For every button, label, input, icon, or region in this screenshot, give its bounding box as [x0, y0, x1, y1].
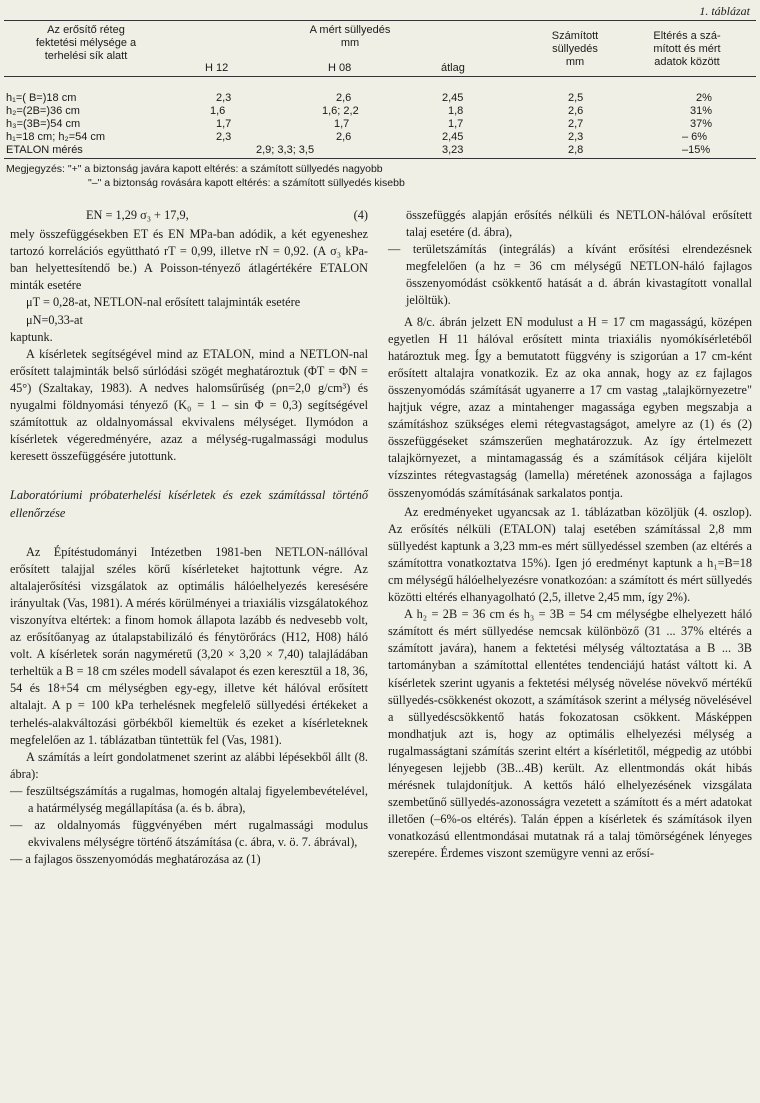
- equation-number: (4): [353, 208, 368, 222]
- table-number-label: 1. táblázat: [699, 4, 750, 18]
- left-column: [10, 207, 368, 868]
- paragraph: μT = 0,28-at, NETLON-nal erősített talajminták esetére: [26, 295, 301, 310]
- cell-h08: 1,7: [334, 118, 350, 130]
- table-row: [6, 92, 754, 105]
- section-heading: Laboratóriumi próbaterhelési kísérletek és ezek számítással történő ellenőrzése: [10, 488, 368, 520]
- table-bottom-rule: [4, 158, 756, 159]
- cell-calc: 2,8: [568, 144, 584, 156]
- header-line: terhelési sík alatt: [44, 50, 128, 62]
- paragraph: összefüggés alapján erősítés nélküli és NETLON-hálóval erősített talaj esetére (d. ábra),: [406, 208, 752, 240]
- paragraph: A h₂ = 2B = 36 cm és h₃ = 3B = 54 cm mélységbe elhelyezett háló számított és mért süllyedése nemcsak különböző (31 ... 37% eltérés a számított javára), hanem a fektetési mélység változtatása a B ... 3B tartományban a számítottal ellentétes tendenciájú hatást váltott ki. A kísérletek szerint ugyanis a fektetési mélység növelése növekvő mértékű süllyedés-csökkenést okozott, a számítások szerint a mélység növelésével a süllyedéscsökkentő hatás fokozatosan csökkent. Másképpen mondhatjuk azt is, hogy az optimális elhelyezési mélység a rugalmasságtani számítás szerint eltért a kísérletitől, mégpedig az utóbbi lényegesen lejjebb (3B...4B) került. Az ellentmondás okát hibás mérésnek tulajdonítjuk. A kettős háló elhelyezésének vizsgálata szembetűnő süllyedés-azonosságra vezetett a számított és a mért adatokat illetően (–6%-os eltérés). Talán éppen a kísérletek és számítások ilyen vonatkozású ellentmondásai mutatnak rá a talaj tömörségének lényeges szerepére. Érdemes viszont szemügyre venni az erősí-: [388, 607, 752, 861]
- cell-diff: 37%: [690, 118, 713, 130]
- cell-diff: 2%: [696, 92, 712, 104]
- cell-diff: –15%: [682, 144, 711, 156]
- table-note-1: Megjegyzés: "+" a biztonság javára kapott eltérés: a számított süllyedés nagyobb: [6, 163, 383, 175]
- subheader-avg: átlag: [441, 62, 465, 74]
- cell-depth: h₂=(2B=)36 cm: [6, 105, 80, 117]
- cell-h08: 2,6: [336, 92, 352, 104]
- cell-calc: 2,5: [568, 92, 584, 104]
- list-item: — feszültségszámítás a rugalmas, homogén altalaj figyelembevételével, a határmélység megállapítása (a. és b. ábra),: [10, 783, 368, 815]
- cell-h08: 2,6: [336, 131, 352, 143]
- measured-header: [200, 24, 500, 50]
- table-row: [6, 118, 754, 131]
- equation-formula: EN = 1,29 σ₃ + 17,9,: [86, 208, 189, 222]
- paragraph: kaptunk.: [10, 329, 53, 344]
- equation-4: [10, 207, 368, 224]
- cell-h08: 1,6; 2,2: [322, 105, 359, 117]
- diff-header: [622, 30, 752, 69]
- cell-calc: 2,7: [568, 118, 584, 130]
- paragraph: μN=0,33-at: [26, 312, 83, 327]
- list-item: — az oldalnyomás függvényében mért rugalmassági modulus ekvivalens mélységre történő átszámítása (c. ábra, v. ö. 7. ábrával),: [10, 818, 368, 850]
- header-line: fektetési mélysége a: [35, 37, 137, 49]
- paragraph: Az eredményeket ugyancsak az 1. táblázatban közöljük (4. oszlop). Az erősítés nélküli (ETALON) talaj esetében számítással 2,8 mm süllyedést kaptunk a 3,23 mm-es mért süllyedéssel szemben (az eltérés a számítottra vonatkoztatva 15%). Igen jó eredményt kaptunk a h₁=B=18 cm mélységű hálóelhelyezésre vonatkozóan: a számított és mért süllyedés közötti eltérés elhanyagolható (2,5, illetve 2,45 mm, így 2%).: [388, 504, 753, 605]
- cell-depth: h₁=( B=)18 cm: [6, 92, 77, 104]
- cell-avg: 2,45: [442, 131, 464, 143]
- cell-avg: 3,23: [442, 144, 464, 156]
- table-header-rule: [4, 76, 756, 77]
- paragraph: A 8/c. ábrán jelzett EN modulust a H = 17 cm magasságú, középen egyetlen H 11 hálóval erősített minta triaxiális nyomókísérletéből határoztuk meg. Így a bemutatott függvény is szigorúan a 17 cm-ként erősített altalajra vonatkozik. Ez az oka annak, hogy az εz fajlagos összenyomódás számítását ugyanerre a 17 cm vastag „talajkörnyezetre" hajtjuk végre, azaz a mintahenger magassága egyben megszabja a számításhoz szükséges elemi rétegvastagságot, amelyre az (1) és (2) összefüggéseket számszerűen meghatározzuk. Az így értelmezett talajkörnyezet, a mintamagasság és a számítások céljára kijelölt vízszintes rétegvastagság (lamella) méretének azonossága a fajlagos összenyomódás számításának sarkalatos pontja.: [388, 314, 752, 500]
- cell-h12: 2,9; 3,3; 3,5: [256, 144, 315, 156]
- cell-h12: 2,3: [216, 92, 232, 104]
- header-line: Számított: [551, 30, 599, 42]
- paragraph: Az Építéstudományi Intézetben 1981-ben NETLON-nállóval erősített talajjal széles körű kísérleteket hajtottunk végre. Az altalajerősítési vizsgálatok az optimális hálóelhelyezés keresésére irányultak (Vas, 1981). A mérés körülményei a triaxiális vizsgálatokéhoz viszonyítva eltértek: a finom homok állapota lazább és nedvesebb volt, az erősítőanyag az útalapstabilizáló és fénytörőrács (H12, H08) háló volt. A kísérletek során nagyméretű (3,20 × 3,20 × 7,40) talajládában terheltük a B = 18 cm széles modell sávalapot és ezen keresztül a 18, 36, 54 és 18+54 cm mélységben egy-egy, illetve két hálóval erősített altalajt. A p = 100 kPa terhelésnek megfelelő süllyedési értékeket a terhelés-alakváltozási görbékből kiemeltük és ezeket a kísérleteknek megfelelően az 1. táblázatban tüntettük fel (Vas, 1981).: [10, 544, 368, 747]
- table-body: [6, 92, 754, 157]
- subheader-h08: H 08: [328, 62, 352, 74]
- list-item: — a fajlagos összenyomódás meghatározása az (1): [10, 852, 261, 867]
- right-column: [388, 207, 752, 863]
- cell-avg: 2,45: [442, 92, 464, 104]
- cell-calc: 2,3: [568, 131, 584, 143]
- cell-depth: h₁=18 cm; h₂=54 cm: [6, 131, 106, 143]
- col-depth-header: [6, 24, 166, 63]
- calc-header: [535, 30, 615, 69]
- header-line: Az erősítő réteg: [47, 24, 125, 36]
- header-line: süllyedés: [552, 43, 598, 55]
- cell-h12: 1,6: [210, 105, 226, 117]
- table-note-2: "–" a biztonság rovására kapott eltérés: a számított süllyedés kisebb: [88, 177, 405, 189]
- subheader-h12: H 12: [205, 62, 229, 74]
- cell-diff: – 6%: [682, 131, 708, 143]
- header-line: mított és mért: [653, 43, 721, 55]
- cell-diff: 31%: [690, 105, 713, 117]
- header-line: mm: [565, 56, 585, 68]
- table-row: [6, 105, 754, 118]
- cell-avg: 1,8: [448, 105, 464, 117]
- cell-h12: 2,3: [216, 131, 232, 143]
- list-item: — területszámítás (integrálás) a kívánt erősítési elrendezésnek megfelelően (a hz = 36 cm mélységű NETLON-háló fajlagos összenyomódást csökkentő hatását a d. ábrán kivastagított vonallal jelöltük).: [388, 242, 752, 308]
- header-line: Eltérés a szá-: [653, 30, 721, 42]
- cell-calc: 2,6: [568, 105, 584, 117]
- header-line: mm: [340, 37, 360, 49]
- table-top-rule: [4, 20, 756, 21]
- header-line: adatok között: [654, 56, 720, 68]
- cell-avg: 1,7: [448, 118, 464, 130]
- cell-depth: h₃=(3B=)54 cm: [6, 118, 81, 130]
- paragraph: A kísérletek segítségével mind az ETALON, mind a NETLON-nal erősített talajminták belső súrlódási szögét meghatároztuk (ΦT = ΦN = 45°) (Szaltakay, 1983). A nedves halomsűrűség (ρn=2,0 g/cm³) és nyugalmi földnyomási tényező (K₀ = 1 – sin Φ = 0,3) segítségével számítottuk az oldalnyomással ekvivalens mélységet. Ilymódon a kísérletek végeredményére, azaz a mélység-rugalmassági modulus keresett összefüggésére jutottunk.: [10, 346, 368, 464]
- paragraph: A számítás a leírt gondolatmenet szerint az alábbi lépésekből állt (8. ábra):: [10, 749, 368, 781]
- table-row: [6, 131, 754, 144]
- header-line: A mért süllyedés: [309, 24, 391, 36]
- cell-h12: 1,7: [216, 118, 232, 130]
- cell-depth: ETALON mérés: [6, 144, 83, 156]
- table-row: [6, 144, 754, 157]
- paragraph: mely összefüggésekben ET és EN MPa-ban adódik, a két egyeneshez tartozó korrelációs együttható rT = 0,99, illetve rN = 0,92. (A σ₃ kPa-ban helyettesítendő be.) A Poisson-tényező átlagértékére ETALON minták esetére: [10, 227, 368, 293]
